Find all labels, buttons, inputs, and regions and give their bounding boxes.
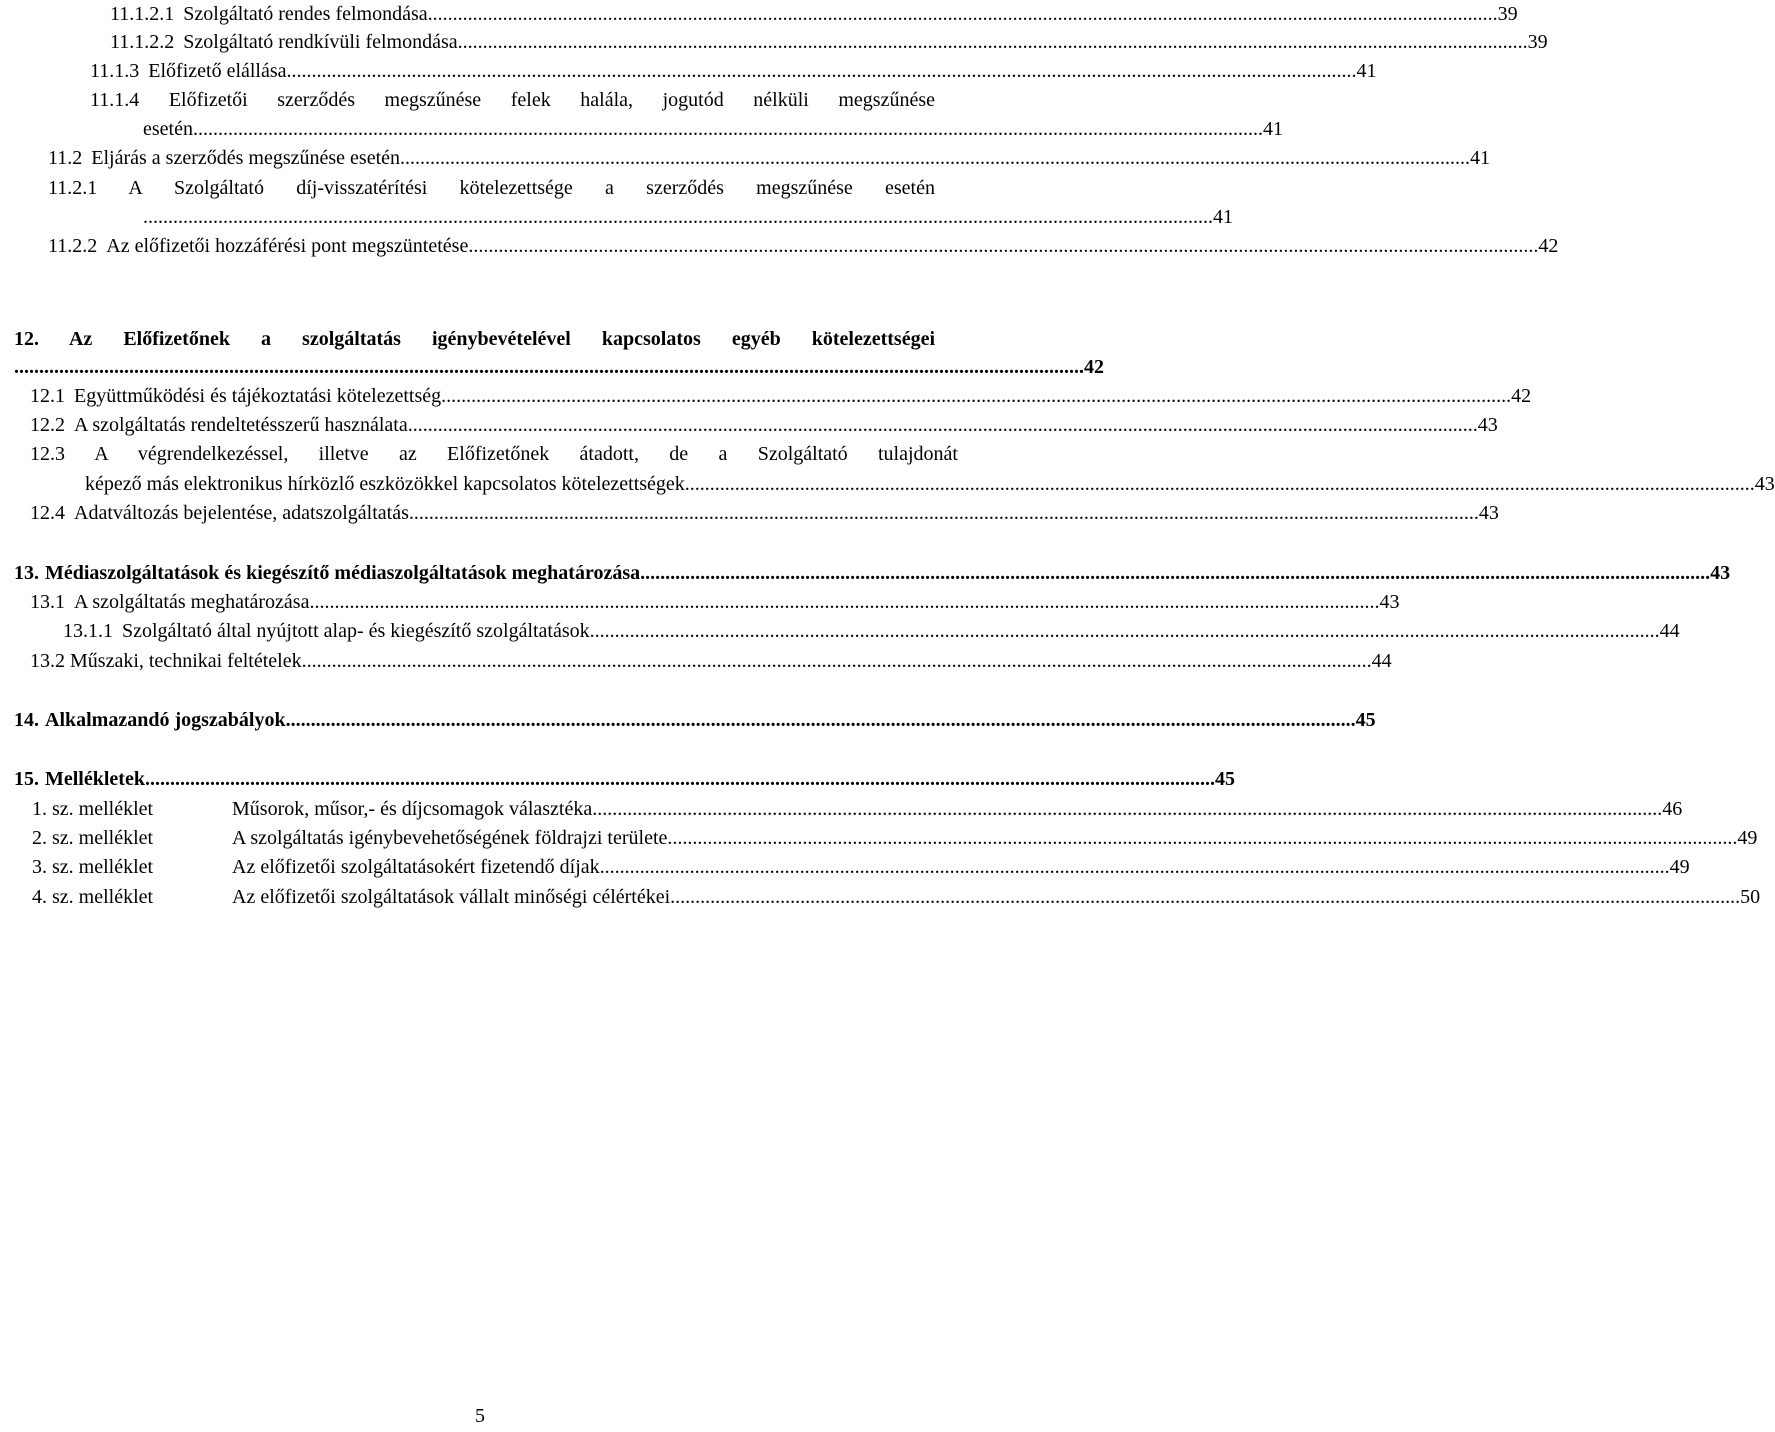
toc-leader-dots (592, 797, 1662, 821)
toc-entry-number: 11.2.2 (48, 235, 98, 257)
toc-entry-title: Adatváltozás bejelentése, adatszolgáltatás (74, 502, 409, 524)
toc-leader-dots (409, 501, 1479, 525)
annex-label: 4. sz. melléklet (32, 886, 154, 908)
toc-entry-title: Műszaki, technikai feltételek (70, 650, 302, 672)
toc-entry[interactable] (90, 59, 1377, 83)
toc-leader-dots (309, 590, 1379, 614)
toc-entry-title: Az Előfizetőnek a szolgáltatás igénybevételével kapcsolatos egyéb kötelezettségei (68, 328, 935, 350)
toc-entry-page: 39 (1497, 3, 1518, 25)
toc-leader-dots (287, 59, 1357, 83)
annex-page: 50 (1740, 886, 1761, 908)
toc-entry[interactable] (30, 649, 1392, 673)
toc-entry[interactable] (63, 619, 1680, 643)
annex-label: 3. sz. melléklet (32, 856, 154, 878)
toc-entry-title: Alkalmazandó jogszabályok (45, 709, 286, 731)
toc-entry-title: A végrendelkezéssel, illetve az Előfizetőnek átadott, de a Szolgáltató tulajdonát (94, 443, 958, 465)
toc-entry-title: A szolgáltatás meghatározása (74, 591, 310, 613)
annex-title: Az előfizetői szolgáltatásokért fizetendő díjak (232, 856, 600, 878)
toc-entry[interactable] (90, 88, 935, 112)
toc-entry-number: 11.1.2.1 (110, 3, 175, 25)
toc-entry-number: 12.4 (30, 502, 65, 524)
toc-entry-page: 41 (1470, 147, 1491, 169)
toc-entry-page: 45 (1214, 768, 1235, 790)
toc-entry-number: 11.1.4 (90, 89, 140, 111)
toc-leader-dots (441, 384, 1511, 408)
toc-entry[interactable] (14, 767, 1235, 791)
toc-entry-title-continued: képező más elektronikus hírközlő eszközökkel kapcsolatos kötelezettségek (85, 473, 685, 495)
toc-entry-number: 13.2 (30, 650, 65, 672)
toc-entry-number: 11.1.3 (90, 60, 140, 82)
toc-leader-dots (302, 649, 1372, 673)
toc-entry-title: Szolgáltató rendes felmondása (183, 3, 428, 25)
toc-entry-number: 11.1.2.2 (110, 31, 175, 53)
toc-leader-dots (143, 205, 1213, 229)
toc-leader-dots (286, 708, 1356, 732)
toc-entry-title: Az előfizetői hozzáférési pont megszüntetése (106, 235, 469, 257)
toc-entry[interactable] (30, 501, 1499, 525)
toc-entry[interactable] (110, 2, 1518, 26)
toc-leader-dots (458, 30, 1528, 54)
toc-leader-dots (428, 2, 1498, 26)
toc-entry-page: 41 (1356, 60, 1377, 82)
annex-title: Az előfizetői szolgáltatások vállalt minőségi célértékei (232, 886, 671, 908)
toc-entry-page: 43 (1754, 473, 1775, 495)
toc-entry-number: 13.1 (30, 591, 65, 613)
toc-entry-number: 12.2 (30, 414, 65, 436)
toc-leader-dots (685, 472, 1755, 496)
toc-entry-page: 42 (1538, 235, 1559, 257)
toc-entry-number: 13. (14, 562, 39, 584)
toc-entry-continuation[interactable] (143, 205, 1233, 229)
toc-entry[interactable] (14, 561, 1731, 585)
toc-entry-page: 43 (1478, 502, 1499, 524)
toc-entry-title: Együttműködési és tájékoztatási kötelezettség (74, 385, 442, 407)
toc-entry-continuation[interactable] (14, 355, 1104, 379)
toc-entry-page: 42 (1084, 356, 1104, 378)
toc-entry-title: Szolgáltató által nyújtott alap- és kiegészítő szolgáltatások (122, 620, 590, 642)
toc-entry-title: A szolgáltatás rendeltetésszerű használata (74, 414, 408, 436)
toc-entry[interactable] (30, 590, 1400, 614)
toc-entry-page: 43 (1477, 414, 1498, 436)
toc-entry-number: 11.2.1 (48, 177, 98, 199)
toc-leader-dots (590, 619, 1660, 643)
toc-entry-number: 12.1 (30, 385, 65, 407)
toc-entry[interactable] (14, 708, 1376, 732)
toc-entry-number: 13.1.1 (63, 620, 113, 642)
toc-entry-title: Előfizetői szerződés megszűnése felek halála, jogutód nélküli megszűnése (168, 89, 935, 111)
toc-entry[interactable] (14, 327, 935, 351)
toc-entry[interactable] (48, 176, 935, 200)
annex-entry[interactable] (32, 826, 1758, 850)
toc-entry-page: 41 (1262, 118, 1283, 140)
toc-entry-page: 42 (1511, 385, 1532, 407)
toc-leader-dots (667, 826, 1737, 850)
toc-entry-page: 44 (1659, 620, 1680, 642)
toc-entry-page: 45 (1355, 709, 1376, 731)
toc-entry-title: Eljárás a szerződés megszűnése esetén (91, 147, 401, 169)
toc-entry-title: Előfizető elállása (148, 60, 287, 82)
toc-entry-title: Szolgáltató rendkívüli felmondása (183, 31, 458, 53)
toc-entry-page: 43 (1710, 562, 1731, 584)
annex-label: 1. sz. melléklet (32, 798, 154, 820)
toc-entry-number: 11.2 (48, 147, 83, 169)
toc-entry-page: 41 (1213, 206, 1233, 228)
toc-leader-dots (14, 355, 1084, 379)
toc-leader-dots (193, 117, 1263, 141)
toc-entry-number: 12.3 (30, 443, 65, 465)
annex-entry[interactable] (32, 885, 1761, 909)
toc-leader-dots (640, 561, 1710, 585)
toc-entry-title-continued: esetén (143, 118, 193, 140)
toc-entry[interactable] (30, 384, 1532, 408)
toc-leader-dots (400, 146, 1470, 170)
toc-entry-number: 12. (14, 328, 39, 350)
toc-entry-page: 43 (1379, 591, 1400, 613)
annex-title: Műsorok, műsor,- és díjcsomagok választéka (232, 798, 593, 820)
toc-entry[interactable] (30, 442, 958, 466)
toc-entry[interactable] (48, 146, 1491, 170)
toc-entry-number: 14. (14, 709, 39, 731)
toc-leader-dots (670, 885, 1740, 909)
toc-entry[interactable] (30, 413, 1498, 437)
toc-entry-number: 15. (14, 768, 39, 790)
toc-entry-continuation[interactable] (85, 472, 1775, 496)
annex-label: 2. sz. melléklet (32, 827, 154, 849)
toc-entry[interactable] (48, 234, 1559, 258)
toc-leader-dots (468, 234, 1538, 258)
toc-leader-dots (145, 767, 1215, 791)
annex-page: 49 (1669, 856, 1690, 878)
toc-entry-title: Médiaszolgáltatások és kiegészítő médiaszolgáltatások meghatározása (45, 562, 641, 584)
toc-leader-dots (600, 855, 1670, 879)
toc-entry-page: 44 (1371, 650, 1392, 672)
toc-entry-title: A Szolgáltató díj-visszatérítési kötelezettsége a szerződés megszűnése esetén (128, 177, 935, 199)
toc-leader-dots (408, 413, 1478, 437)
toc-entry-page: 39 (1527, 31, 1548, 53)
annex-entry[interactable] (32, 855, 1690, 879)
annex-entry[interactable] (32, 797, 1683, 821)
annex-page: 46 (1662, 798, 1683, 820)
annex-title: A szolgáltatás igénybevehetőségének földrajzi területe (232, 827, 668, 849)
toc-entry[interactable] (110, 30, 1548, 54)
toc-entry-title: Mellékletek (45, 768, 145, 790)
toc-entry-continuation[interactable] (143, 117, 1283, 141)
annex-page: 49 (1737, 827, 1758, 849)
page-number: 5 (475, 1405, 485, 1427)
